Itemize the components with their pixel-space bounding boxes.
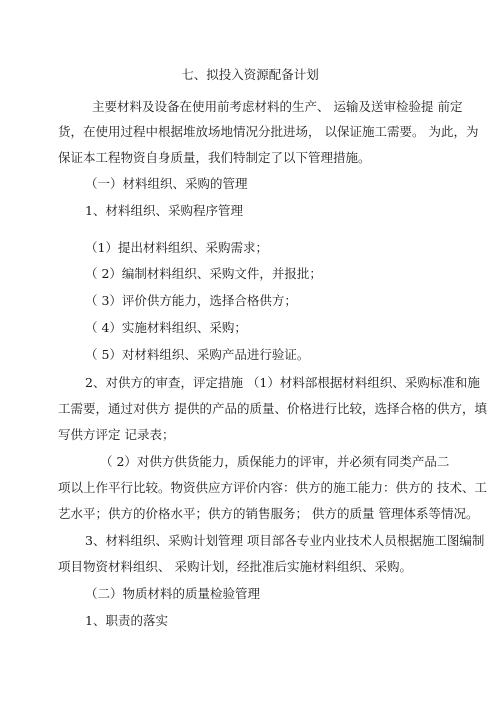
- intro-line-3: 保证本工程物资自身质量，我们特制定了以下管理措施。: [58, 150, 371, 165]
- intro-line-2: 货，在使用过程中根据堆放场地情况分批进场， 以保证施工需要。 为此，为: [58, 124, 479, 139]
- item-2-sub-line-1: （ 2）对供方供货能力，质保能力的评审，并必须有同类产品二: [100, 454, 450, 469]
- step-4: （ 4）实施材料组织、采购；: [85, 320, 247, 335]
- subheading-1: （一）材料组织、采购的管理: [85, 176, 248, 191]
- intro-line-1: 主要材料及设备在使用前考虑材料的生产、 运输及送审检验提 前定: [92, 99, 463, 114]
- item-2-sub-line-3: 艺水平；供方的价格水平；供方的销售服务； 供方的质量 管理体系等情况。: [58, 506, 479, 521]
- item-2-line-1: 2、对供方的审查，评定措施 （1）材料部根据材料组织、采购标准和施: [85, 375, 480, 390]
- step-3: （ 3）评价供方能力，选择合格供方；: [85, 293, 297, 308]
- item-1-heading: 1、材料组织、采购程序管理: [85, 203, 243, 218]
- subheading-2: （二）物质材料的质量检验管理: [85, 586, 261, 601]
- item-2-line-3: 写供方评定 记录表；: [58, 427, 175, 442]
- item-4-heading: 1、职责的落实: [85, 613, 168, 628]
- section-title: 七、拟投入资源配备计划: [181, 67, 319, 82]
- step-1: （1）提出材料组织、采购需求；: [85, 240, 268, 255]
- step-2: （ 2）编制材料组织、采购文件，并报批；: [85, 266, 322, 281]
- item-2-line-2: 工需要，通过对供方 提供的产品的质量、价格进行比较，选择合格的供方，填: [58, 401, 487, 416]
- item-3-line-1: 3、材料组织、采购计划管理 项目部各专业内业技术人员根据施工图编制: [85, 533, 485, 548]
- item-3-line-2: 项目物资材料组织、 采购计划，经批准后实施材料组织、采购。: [58, 559, 412, 574]
- item-2-sub-line-2: 项以上作平行比较。物资供应方评价内容：供方的施工能力：供方的 技术、工: [58, 480, 487, 495]
- step-5: （ 5）对材料组织、采购产品进行验证。: [85, 347, 310, 362]
